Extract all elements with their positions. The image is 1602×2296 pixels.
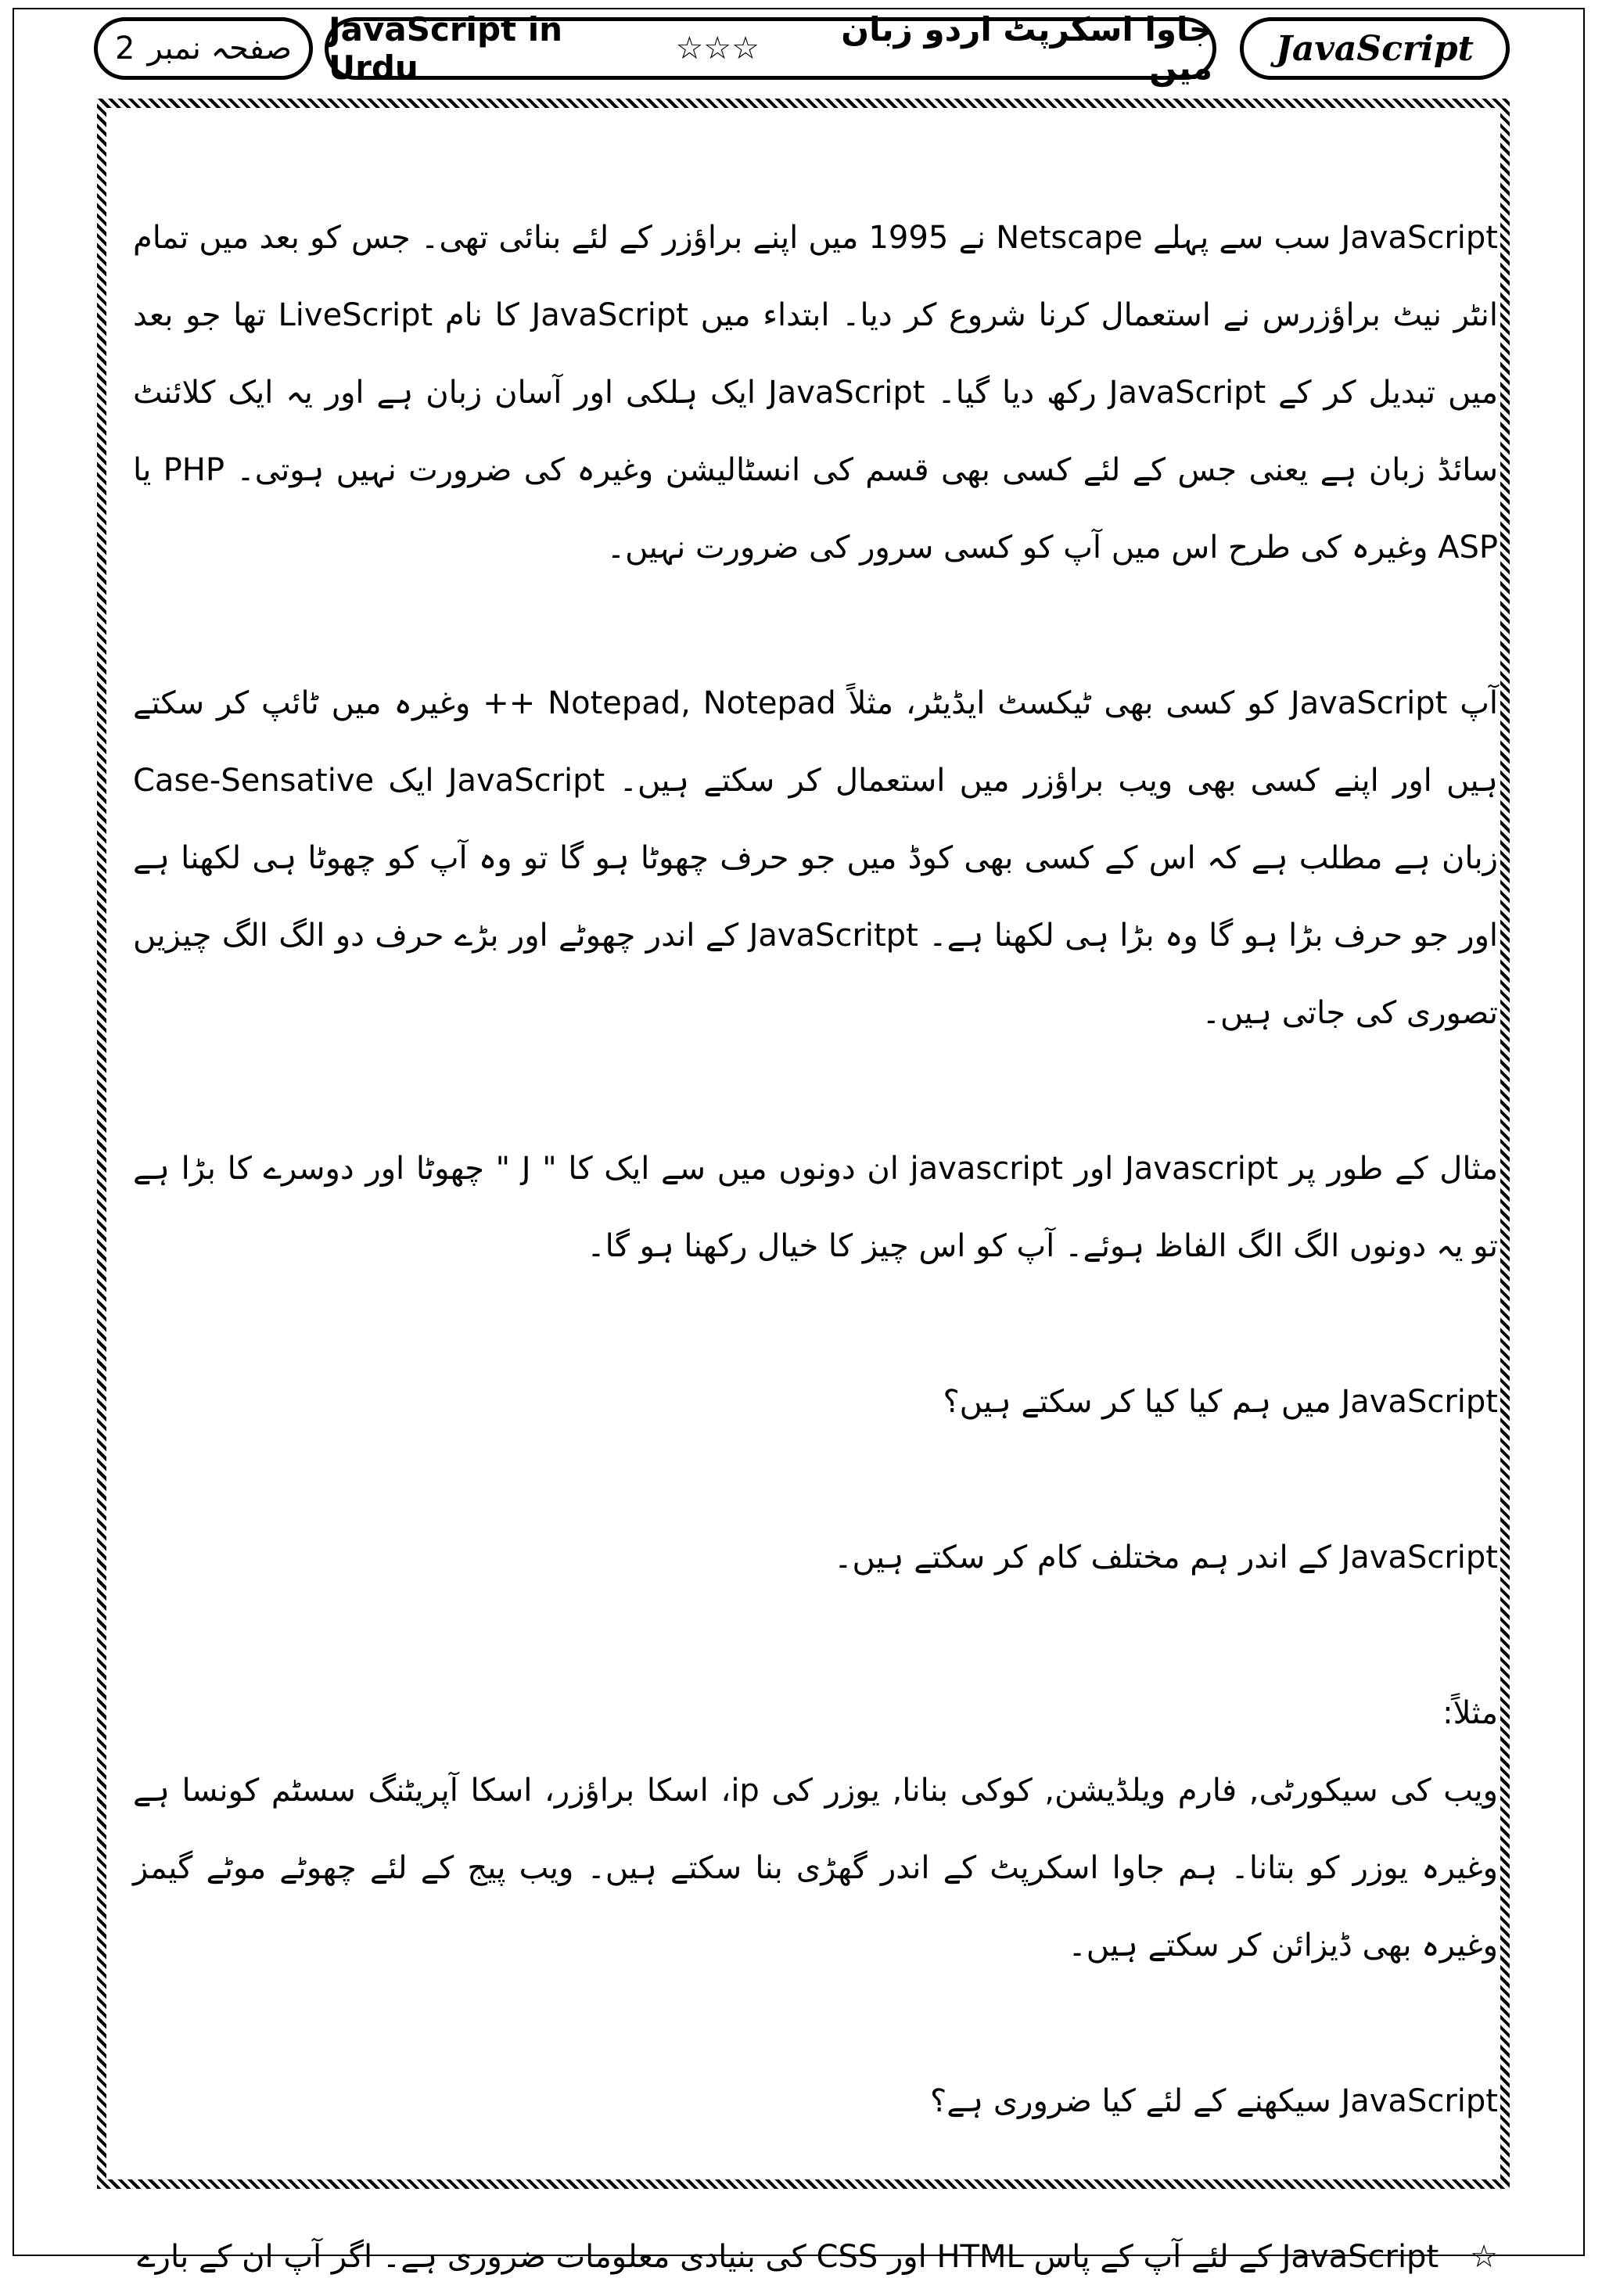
- requirements-text: JavaScript کے لئے آپ کے پاس HTML اور CSS کی بنیادی معلومات ضروری ہے۔ اگر آپ ان کے بارے: [137, 2239, 1439, 2275]
- star-icon: ☆: [1470, 2239, 1498, 2275]
- question-what-can-we-do: JavaScript میں ہم کیا کیا کر سکتے ہیں؟: [943, 1384, 1498, 1420]
- paragraph-editors: آپ JavaScript کو کسی بھی ٹیکسٹ ایڈیٹر، مثلاً Notepad, Notepad ++ وغیرہ میں ٹائپ کر سکتے ہیں اور اپنے کسی بھی ویب براؤزر میں استعمال کر سکتے ہیں۔ JavaScript ایک Case-Sensative زبان ہے مطلب ہے کہ اس کے کسی بھی کوڈ میں جو حرف چھوٹا ہو گا تو وہ آپ کو چھوٹا ہی لکھنا ہے اور جو حرف بڑا ہو گا وہ بڑا ہی لکھنا ہے۔ JavaScritpt کے اندر چھوٹے اور بڑے حرف دو الگ الگ چیزیں تصوری کی جاتی ہیں۔: [133, 685, 1499, 1031]
- example-label: مثلاً:: [1442, 1695, 1498, 1731]
- header-stars: ☆☆☆: [675, 31, 760, 66]
- paragraph-requirements: [133, 2219, 1498, 2296]
- page-number: 2: [114, 31, 135, 66]
- page-number-label: صفحہ نمبر: [147, 31, 293, 66]
- header-title-english: JavaScript in Urdu: [329, 10, 563, 87]
- article-body: [133, 199, 1498, 2296]
- header-title-urdu: جاوا اسکرپٹ اردو زبان میں: [841, 10, 1212, 87]
- header-brand: JavaScript: [1240, 17, 1510, 80]
- header-title: [325, 10, 1216, 87]
- paragraph-uses: ویب کی سیکورٹی, فارم ویلڈیشن, کوکی بنانا, یوزر کی ip، اسکا براؤزر، اسکا آپریٹنگ سسٹم کونسا ہے وغیرہ یوزر کو بتانا۔ ہم جاوا اسکرپٹ کے اندر گھڑی بنا سکتے ہیں۔ ویب پیج کے لئے چھوٹے موٹے گیمز وغیرہ بھی ڈیزائن کر سکتے ہیں۔: [133, 1773, 1498, 1964]
- answer-what-can-we-do: JavaScript کے اندر ہم مختلف کام کر سکتے ہیں۔: [834, 1540, 1498, 1576]
- question-requirements: JavaScript سیکھنے کے لئے کیا ضروری ہے؟: [930, 2083, 1498, 2119]
- paragraph-intro: JavaScript سب سے پہلے Netscape نے 1995 میں اپنے براؤزر کے لئے بنائی تھی۔ جس کو بعد میں تمام انٹر نیٹ براؤزرس نے استعمال کرنا شروع کر دیا۔ ابتداء میں JavaScript کا نام LiveScript تھا جو بعد میں تبدیل کر کے JavaScript رکھ دیا گیا۔ JavaScript ایک ہلکی اور آسان زبان ہے اور یہ ایک کلائنٹ سائڈ زبان ہے یعنی جس کے لئے کسی بھی قسم کی انسٹالیشن وغیرہ کی ضرورت نہیں ہوتی۔ PHP یا ASP وغیرہ کی طرح اس میں آپ کو کسی سرور کی ضرورت نہیں۔: [133, 220, 1498, 566]
- header-page-number: [94, 17, 313, 80]
- paragraph-case-example: مثال کے طور پر Javascript اور javascript ان دونوں میں سے ایک کا " J " چھوٹا اور دوسرے کا بڑا ہے تو یہ دونوں الگ الگ الفاظ ہوئے۔ آپ کو اس چیز کا خیال رکھنا ہو گا۔: [133, 1151, 1498, 1264]
